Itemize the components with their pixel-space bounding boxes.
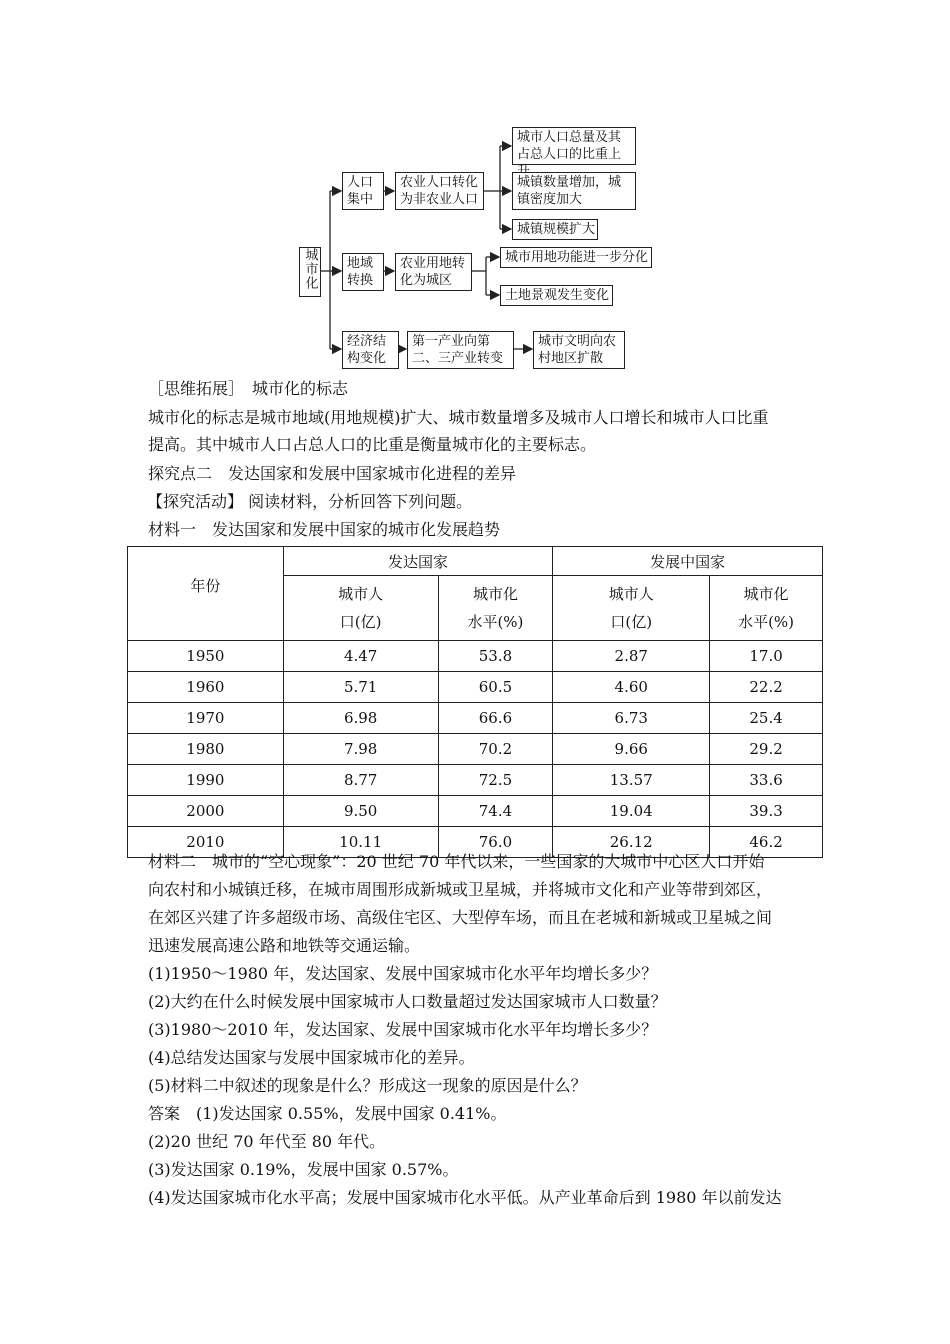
question-1: (1)1950～1980 年，发达国家、发展中国家城市化水平年均增长多少？	[148, 964, 658, 983]
table-cell: 76.0	[438, 827, 553, 858]
table-cell: 70.2	[438, 734, 553, 765]
column-header: 城市化 水平(%)	[438, 576, 553, 641]
process-node-land: 农业用地转化为城区	[395, 253, 472, 291]
table-cell: 74.4	[438, 796, 553, 827]
process-node-population: 农业人口转化为非农业人口	[395, 172, 484, 210]
result-node-6: 城市文明向农村地区扩散	[533, 331, 625, 369]
table-cell: 5.71	[283, 672, 438, 703]
root-node: 城市化	[299, 247, 321, 297]
branch-node-population: 人口集中	[342, 172, 384, 210]
section-heading: 探究点二 发达国家和发展中国家城市化进程的差异	[148, 464, 517, 483]
material-two-line: 材料二 城市的“空心现象”：20 世纪 70 年代以来，一些国家的大城市中心区人口开始	[148, 852, 765, 871]
year-header: 年份	[128, 547, 284, 641]
question-5: (5)材料二中叙述的现象是什么？形成这一现象的原因是什么？	[148, 1076, 587, 1095]
result-node-2: 城镇数量增加，城镇密度加大	[512, 172, 636, 210]
table-cell: 60.5	[438, 672, 553, 703]
answer-1: 答案 (1)发达国家 0.55%，发展中国家 0.41%。	[148, 1104, 507, 1123]
question-4: (4)总结发达国家与发展中国家城市化的差异。	[148, 1048, 475, 1067]
table-row	[128, 703, 823, 734]
answer-2: (2)20 世纪 70 年代至 80 年代。	[148, 1132, 386, 1151]
table-cell: 29.2	[710, 734, 823, 765]
result-node-1: 城市人口总量及其占总人口的比重上	[512, 127, 636, 165]
table-cell: 33.6	[710, 765, 823, 796]
table-cell: 39.3	[710, 796, 823, 827]
answer-4: (4)发达国家城市化水平高；发展中国家城市化水平低。从产业革命后到 1980 年以前发达	[148, 1188, 782, 1207]
material-two-line: 向农村和小城镇迁移，在城市周围形成新城或卫星城，并将城市文化和产业等带到郊区，	[148, 880, 773, 899]
table-cell: 2.87	[553, 641, 710, 672]
table-cell: 6.98	[283, 703, 438, 734]
table-cell: 4.47	[283, 641, 438, 672]
question-2: (2)大约在什么时候发展中国家城市人口数量超过发达国家城市人口数量？	[148, 992, 667, 1011]
question-3: (3)1980～2010 年，发达国家、发展中国家城市化水平年均增长多少？	[148, 1020, 658, 1039]
table-row	[128, 672, 823, 703]
table-row	[128, 641, 823, 672]
table-cell: 17.0	[710, 641, 823, 672]
table-cell: 25.4	[710, 703, 823, 734]
paragraph-line: 城市化的标志是城市地域(用地规模)扩大、城市数量增多及城市人口增长和城市人口比重	[148, 408, 769, 427]
table-cell: 9.66	[553, 734, 710, 765]
column-header: 城市人 口(亿)	[283, 576, 438, 641]
urbanization-table	[127, 546, 823, 858]
table-cell: 4.60	[553, 672, 710, 703]
table-cell: 19.04	[553, 796, 710, 827]
table-cell: 26.12	[553, 827, 710, 858]
table-row	[128, 765, 823, 796]
table-cell: 1970	[128, 703, 284, 734]
table-cell: 22.2	[710, 672, 823, 703]
table-cell: 1950	[128, 641, 284, 672]
table-cell: 2010	[128, 827, 284, 858]
table-cell: 7.98	[283, 734, 438, 765]
table-cell: 6.73	[553, 703, 710, 734]
material-one-title: 材料一 发达国家和发展中国家的城市化发展趋势	[148, 520, 501, 539]
table-cell: 13.57	[553, 765, 710, 796]
table-cell: 72.5	[438, 765, 553, 796]
result-node-3: 城镇规模扩大	[512, 219, 598, 240]
result-node-4: 城市用地功能进一步分化	[500, 247, 652, 268]
material-two-line: 迅速发展高速公路和地铁等交通运输。	[148, 936, 421, 955]
column-header: 城市人 口(亿)	[553, 576, 710, 641]
branch-node-land: 地域转换	[342, 253, 384, 291]
table-cell: 66.6	[438, 703, 553, 734]
table-row	[128, 796, 823, 827]
branch-node-economy: 经济结构变化	[342, 331, 399, 369]
table-cell: 46.2	[710, 827, 823, 858]
table-cell: 8.77	[283, 765, 438, 796]
table-cell: 1990	[128, 765, 284, 796]
material-two-line: 在郊区兴建了许多超级市场、高级住宅区、大型停车场，而且在老城和新城或卫星城之间	[148, 908, 773, 927]
answer-3: (3)发达国家 0.19%，发展中国家 0.57%。	[148, 1160, 459, 1179]
table-cell: 10.11	[283, 827, 438, 858]
paragraph-line: 提高。其中城市人口占总人口的比重是衡量城市化的主要标志。	[148, 435, 597, 454]
table-cell: 1960	[128, 672, 284, 703]
column-header: 城市化 水平(%)	[710, 576, 823, 641]
table-cell: 2000	[128, 796, 284, 827]
activity-heading: 【探究活动】 阅读材料，分析回答下列问题。	[147, 492, 473, 511]
table-row	[128, 734, 823, 765]
table-cell: 53.8	[438, 641, 553, 672]
process-node-economy: 第一产业向第二、三产业转变	[407, 331, 514, 369]
group-header-developing: 发展中国家	[553, 547, 823, 576]
result-node-5: 土地景观发生变化	[500, 285, 613, 306]
thinking-heading: ［思维拓展］ 城市化的标志	[148, 379, 349, 398]
table-cell: 9.50	[283, 796, 438, 827]
table-cell: 1980	[128, 734, 284, 765]
group-header-developed: 发达国家	[283, 547, 553, 576]
